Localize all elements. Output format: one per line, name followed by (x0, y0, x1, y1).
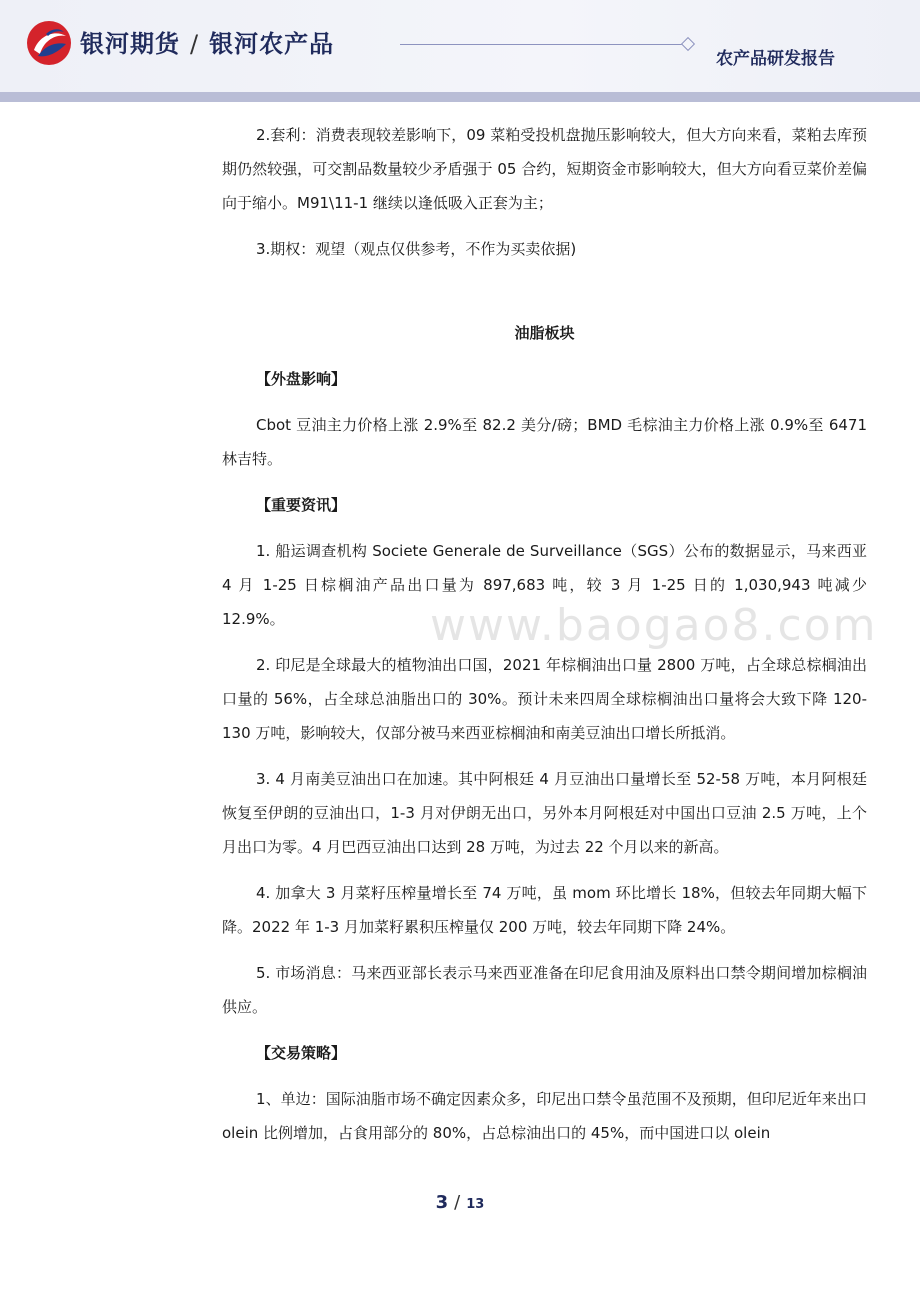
brand-title (80, 24, 334, 59)
news-item-2: 2. 印尼是全球最大的植物油出口国，2021 年棕榈油出口量 2800 万吨，占全球总棕榈油出口量的 56%，占全球总油脂出口的 30%。预计未来四周全球棕榈油出口量将会大致下降 120-130 万吨，影响较大，仅部分被马来西亚棕榈油和南美豆油出口增长所抵消。 (222, 656, 867, 742)
paragraph-options: 3.期权：观望（观点仅供参考，不作为买卖依据) (256, 240, 577, 258)
paragraph-arbitrage: 2.套利：消费表现较差影响下，09 菜粕受投机盘抛压影响较大，但大方向来看，菜粕去库预期仍然较强，可交割品数量较少矛盾强于 05 合约，短期资金市影响较大，但大方向看豆菜价差偏向于缩小。M91\11-1 继续以逢低吸入正套为主； (222, 126, 867, 212)
diamond-icon (681, 37, 695, 51)
watermark: www.baogao8.com (430, 600, 878, 651)
brand-slash: / (190, 30, 200, 58)
page-number (0, 1192, 920, 1213)
page-current: 3 (435, 1192, 449, 1213)
report-type: 农产品研发报告 (716, 49, 835, 69)
page-total: 13 (466, 1197, 485, 1212)
news-item-5: 5. 市场消息：马来西亚部长表示马来西亚准备在印尼食用油及原料出口禁令期间增加棕榈油供应。 (222, 964, 867, 1016)
paragraph-strategy-single: 1、单边：国际油脂市场不确定因素众多，印尼出口禁令虽范围不及预期，但印尼近年来出口 olein 比例增加，占食用部分的 80%，占总棕油出口的 45%，而中国进口以 olein (222, 1090, 867, 1142)
news-item-4: 4. 加拿大 3 月菜籽压榨量增长至 74 万吨，虽 mom 环比增长 18%，但较去年同期大幅下降。2022 年 1-3 月加菜籽累积压榨量仅 200 万吨，较去年同期下降 24%。 (222, 884, 867, 936)
header-bottom-bar (0, 92, 920, 102)
heading-external-market: 【外盘影响】 (256, 370, 347, 388)
brand-sub: 银河农产品 (209, 30, 335, 58)
paragraph-external-market: Cbot 豆油主力价格上涨 2.9%至 82.2 美分/磅；BMD 毛棕油主力价格上涨 0.9%至 6471 林吉特。 (222, 416, 867, 468)
page-header (0, 0, 920, 96)
news-item-1: 1. 船运调查机构 Societe Generale de Surveillance（SGS）公布的数据显示，马来西亚 4 月 1-25 日棕榈油产品出口量为 897,683 吨，较 3 月 1-25 日的 1,030,943 吨减少 12.9%。 (222, 542, 867, 628)
galaxy-futures-logo-icon (26, 20, 72, 66)
heading-trading-strategy: 【交易策略】 (256, 1044, 347, 1062)
news-item-3: 3. 4 月南美豆油出口在加速。其中阿根廷 4 月豆油出口量增长至 52-58 万吨，本月阿根廷恢复至伊朗的豆油出口，1-3 月对伊朗无出口，另外本月阿根廷对中国出口豆油 2.5 万吨，上个月出口为零。4 月巴西豆油出口达到 28 万吨，为过去 22 个月以来的新高。 (222, 770, 867, 856)
section-title: 油脂板块 (514, 324, 575, 342)
page-separator: / (454, 1192, 461, 1213)
header-divider-line (400, 44, 682, 45)
brand-main: 银河期货 (80, 30, 180, 58)
heading-important-news: 【重要资讯】 (256, 496, 347, 514)
